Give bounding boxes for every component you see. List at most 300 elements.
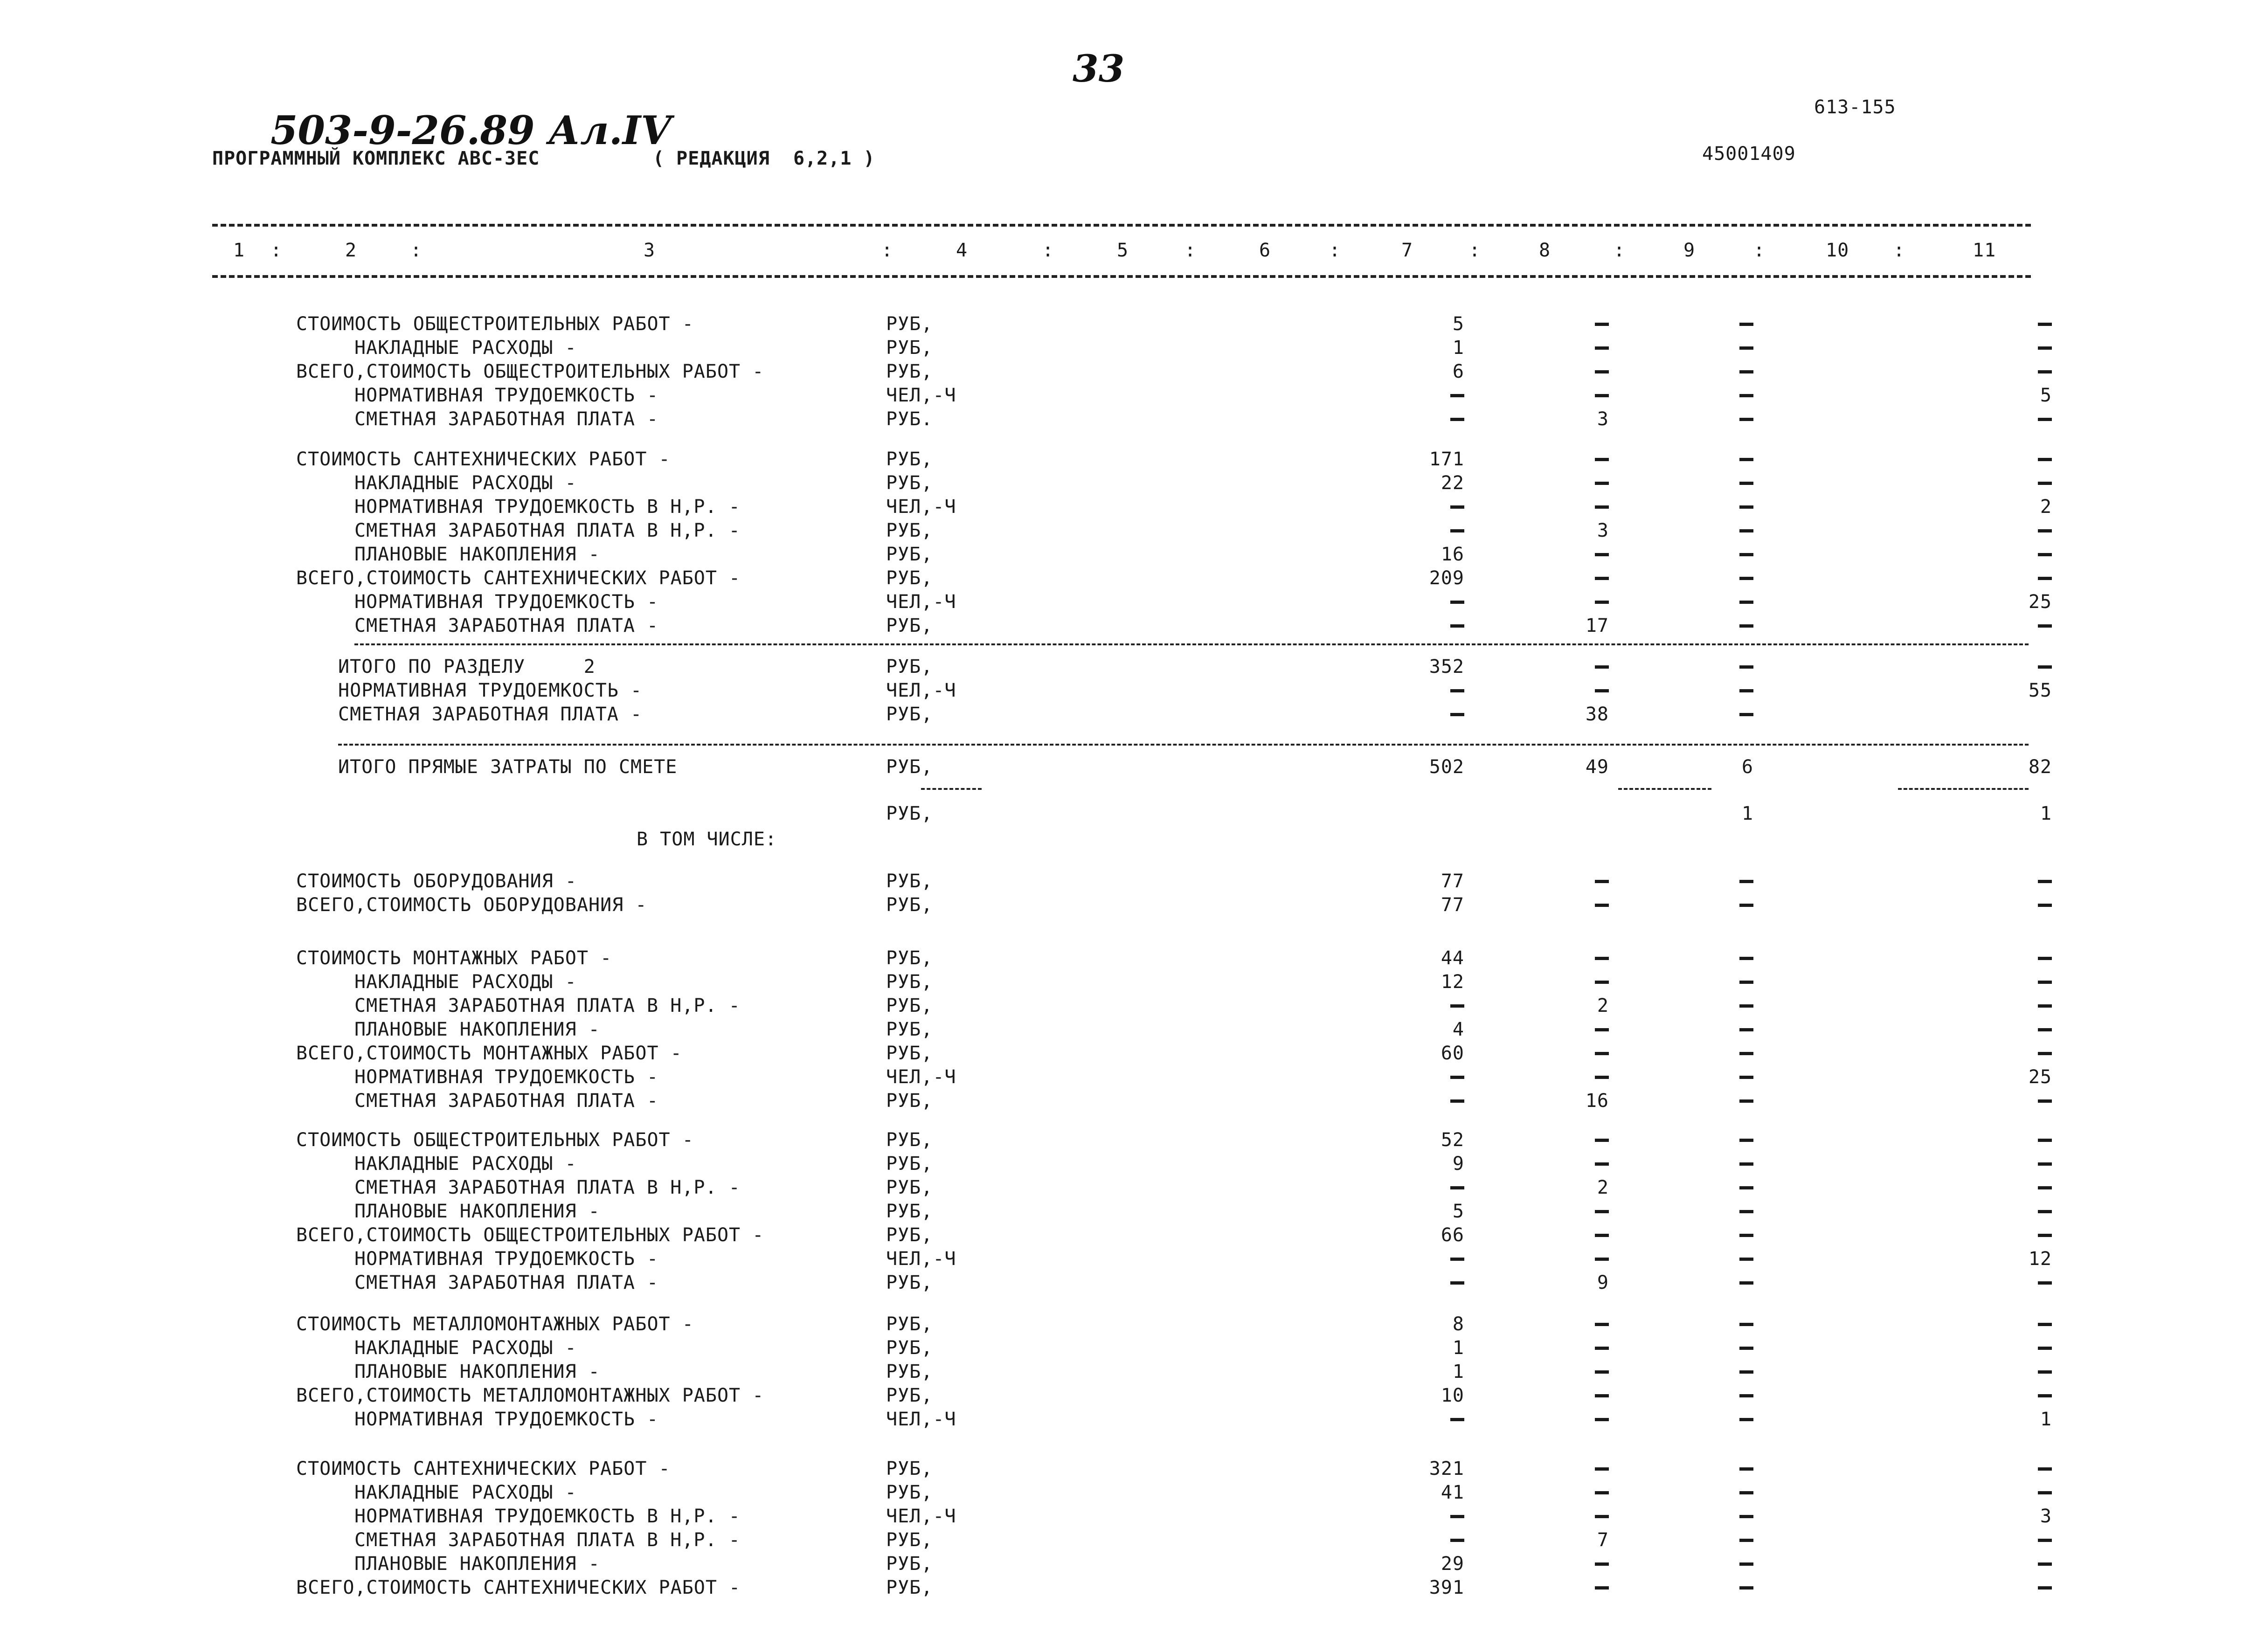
row-unit: РУБ,: [886, 1313, 933, 1335]
col9-value-dash: [1739, 689, 1753, 692]
reference-id: 45001409: [1702, 143, 1796, 165]
col9-value-dash: [1739, 880, 1753, 883]
col7-value: 66: [1441, 1224, 1464, 1246]
row-unit: РУБ,: [886, 1361, 933, 1382]
col11-value-dash: [2038, 1323, 2052, 1326]
col8-value-dash: [1595, 1234, 1609, 1237]
col9-value-dash: [1739, 1281, 1753, 1285]
row-unit: РУБ,: [886, 1553, 933, 1575]
col8-value-dash: [1595, 1347, 1609, 1350]
row-unit: РУБ,: [886, 520, 933, 541]
col11-value-dash: [2038, 880, 2052, 883]
col9-value-dash: [1739, 1004, 1753, 1008]
col9-value-dash: [1739, 529, 1753, 532]
row-label: СМЕТНАЯ ЗАРАБОТНАЯ ПЛАТА В Н,Р. -: [354, 995, 741, 1016]
row-unit: РУБ,: [886, 313, 933, 335]
col8-value-dash: [1595, 1394, 1609, 1397]
col11-value-dash: [2038, 577, 2052, 580]
row-unit: РУБ,: [886, 995, 933, 1016]
row-unit: РУБ,: [886, 1482, 933, 1503]
row-unit: ЧЕЛ,-Ч: [886, 1066, 956, 1088]
col7-value-dash: [1450, 418, 1464, 421]
col7-value: 52: [1441, 1129, 1464, 1151]
col11-value: 5: [2040, 385, 2052, 406]
underline-rule: [921, 788, 982, 790]
col8-value-dash: [1595, 1562, 1609, 1566]
col11-value-dash: [2038, 458, 2052, 461]
row-label: ВСЕГО,СТОИМОСТЬ МЕТАЛЛОМОНТАЖНЫХ РАБОТ -: [296, 1385, 764, 1406]
total-col11: 82: [2028, 756, 2052, 778]
row-unit: РУБ,: [886, 361, 933, 382]
col7-value: 321: [1429, 1458, 1464, 1479]
col11-value-dash: [2038, 1467, 2052, 1471]
col7-value-dash: [1450, 505, 1464, 509]
row-unit: РУБ,: [886, 656, 933, 677]
col8-value-dash: [1595, 553, 1609, 556]
column-header-11: 11: [1973, 240, 1996, 261]
header-top-rule: [212, 224, 2031, 227]
program-title: ПРОГРАММНЫЙ КОМПЛЕКС АВС-3ЕС: [212, 148, 540, 169]
col11-value-dash: [2038, 1028, 2052, 1031]
col9-value-dash: [1739, 1323, 1753, 1326]
col9-value-dash: [1739, 577, 1753, 580]
col8-value-dash: [1595, 1028, 1609, 1031]
row-unit: РУБ,: [886, 615, 933, 636]
col7-value: 1: [1452, 337, 1464, 359]
col11-value-dash: [2038, 1586, 2052, 1590]
col7-value: 8: [1452, 1313, 1464, 1335]
col9-value-dash: [1739, 458, 1753, 461]
col9-value-dash: [1739, 346, 1753, 350]
col11-value-dash: [2038, 665, 2052, 669]
col7-value: 171: [1429, 449, 1464, 470]
col11-value-dash: [2038, 1347, 2052, 1350]
col11-value-dash: [2038, 904, 2052, 907]
total-col9: 6: [1741, 756, 1753, 778]
col8-value-dash: [1595, 981, 1609, 984]
col7-value: 209: [1429, 567, 1464, 589]
row-unit: ЧЕЛ,-Ч: [886, 680, 956, 701]
row-label: СМЕТНАЯ ЗАРАБОТНАЯ ПЛАТА -: [354, 408, 659, 430]
col9-value-dash: [1739, 624, 1753, 628]
col8-value-dash: [1595, 394, 1609, 397]
header-bottom-rule: [212, 275, 2031, 278]
row-unit: ЧЕЛ,-Ч: [886, 591, 956, 613]
col11-value-dash: [2038, 346, 2052, 350]
col9-value-dash: [1739, 1099, 1753, 1103]
col7-value: 77: [1441, 894, 1464, 916]
row-unit: РУБ,: [886, 871, 933, 892]
column-separator: :: [410, 240, 423, 261]
row-label: СМЕТНАЯ ЗАРАБОТНАЯ ПЛАТА В Н,Р. -: [354, 520, 741, 541]
row-label: НАКЛАДНЫЕ РАСХОДЫ -: [354, 971, 577, 993]
col9-value-dash: [1739, 713, 1753, 716]
document-code: 503-9-26.89 Ал.IV: [270, 107, 672, 153]
col9-value-dash: [1739, 323, 1753, 326]
col11-value: 2: [2040, 496, 2052, 518]
row-label: СТОИМОСТЬ МОНТАЖНЫХ РАБОТ -: [296, 947, 612, 969]
row-label: СТОИМОСТЬ ОБОРУДОВАНИЯ -: [296, 871, 577, 892]
column-separator: :: [1042, 240, 1054, 261]
underline-rule: [1898, 788, 2029, 790]
col9-value-dash: [1739, 601, 1753, 604]
row-label: ПЛАНОВЫЕ НАКОПЛЕНИЯ -: [354, 1201, 600, 1222]
col11-value-dash: [2038, 1004, 2052, 1008]
col8-value-dash: [1595, 1515, 1609, 1518]
col8-value-dash: [1595, 665, 1609, 669]
column-header-1: 1: [233, 240, 245, 261]
col7-value: 22: [1441, 472, 1464, 494]
col9-value-dash: [1739, 1562, 1753, 1566]
row-unit: РУБ,: [886, 1043, 933, 1064]
row-label: НОРМАТИВНАЯ ТРУДОЕМКОСТЬ -: [354, 591, 659, 613]
row-label: НОРМАТИВНАЯ ТРУДОЕМКОСТЬ -: [354, 385, 659, 406]
col8-value-dash: [1595, 1258, 1609, 1261]
col9-value-dash: [1739, 981, 1753, 984]
row-label: СМЕТНАЯ ЗАРАБОТНАЯ ПЛАТА -: [338, 704, 643, 725]
col7-value-dash: [1450, 601, 1464, 604]
row-label: ПЛАНОВЫЕ НАКОПЛЕНИЯ -: [354, 544, 600, 565]
col8-value-dash: [1595, 1418, 1609, 1421]
col11-value-dash: [2038, 370, 2052, 373]
col11-value: 3: [2040, 1506, 2052, 1527]
col8-value-dash: [1595, 689, 1609, 692]
col8-value-dash: [1595, 577, 1609, 580]
col8-value-dash: [1595, 323, 1609, 326]
row-unit: ЧЕЛ,-Ч: [886, 385, 956, 406]
column-header-2: 2: [345, 240, 357, 261]
col9-value-dash: [1739, 1028, 1753, 1031]
col8-value-dash: [1595, 1586, 1609, 1590]
col11-value-dash: [2038, 624, 2052, 628]
col9-value-dash: [1739, 1418, 1753, 1421]
col9-value-dash: [1739, 1347, 1753, 1350]
col11-value-dash: [2038, 529, 2052, 532]
col8-value-dash: [1595, 482, 1609, 485]
row-label: СМЕТНАЯ ЗАРАБОТНАЯ ПЛАТА В Н,Р. -: [354, 1177, 741, 1198]
col11-value-dash: [2038, 1234, 2052, 1237]
col9-value-dash: [1739, 1258, 1753, 1261]
row-unit: РУБ,: [886, 1529, 933, 1551]
row-label: НАКЛАДНЫЕ РАСХОДЫ -: [354, 1482, 577, 1503]
col11-value-dash: [2038, 981, 2052, 984]
col7-value: 60: [1441, 1043, 1464, 1064]
col11-value-dash: [2038, 1139, 2052, 1142]
col8-value: 3: [1597, 408, 1609, 430]
col7-value-dash: [1450, 1515, 1464, 1518]
col7-value-dash: [1450, 1418, 1464, 1421]
col11-value-dash: [2038, 1210, 2052, 1213]
col8-value: 7: [1597, 1529, 1609, 1551]
col9-value-dash: [1739, 394, 1753, 397]
col9-value-dash: [1739, 1186, 1753, 1189]
including-label: В ТОМ ЧИСЛЕ:: [637, 829, 777, 850]
col8-value: 2: [1597, 1177, 1609, 1198]
col11-value-dash: [2038, 323, 2052, 326]
row-label: НОРМАТИВНАЯ ТРУДОЕМКОСТЬ -: [354, 1066, 659, 1088]
col8-value: 38: [1585, 704, 1609, 725]
row-label: НАКЛАДНЫЕ РАСХОДЫ -: [354, 472, 577, 494]
page-number: 33: [1073, 47, 1125, 90]
column-separator: :: [881, 240, 894, 261]
col9-value-dash: [1739, 418, 1753, 421]
row-unit: РУБ,: [886, 894, 933, 916]
col7-value-dash: [1450, 689, 1464, 692]
col9-value-dash: [1739, 1210, 1753, 1213]
col9-value-dash: [1739, 957, 1753, 960]
col11-value-dash: [2038, 1394, 2052, 1397]
row-unit: РУБ,: [886, 704, 933, 725]
row-label: СМЕТНАЯ ЗАРАБОТНАЯ ПЛАТА -: [354, 1272, 659, 1293]
column-header-3: 3: [644, 240, 656, 261]
row-label: ВСЕГО,СТОИМОСТЬ ОБЩЕСТРОИТЕЛЬНЫХ РАБОТ -: [296, 1224, 764, 1246]
col8-value-dash: [1595, 904, 1609, 907]
total-col8: 49: [1585, 756, 1609, 778]
col8-value-dash: [1595, 1139, 1609, 1142]
row-unit: РУБ,: [886, 1337, 933, 1359]
col9-value-dash: [1739, 1586, 1753, 1590]
col8-value-dash: [1595, 1323, 1609, 1326]
row-unit: РУБ,: [886, 544, 933, 565]
row-unit: РУБ,: [886, 1019, 933, 1040]
underline-rule: [1618, 788, 1711, 790]
col9-value-dash: [1739, 1467, 1753, 1471]
col8-value-dash: [1595, 1210, 1609, 1213]
reference-top: 613-155: [1814, 97, 1896, 118]
col7-value: 6: [1452, 361, 1464, 382]
col11-value-dash: [2038, 957, 2052, 960]
row-label: СТОИМОСТЬ САНТЕХНИЧЕСКИХ РАБОТ -: [296, 449, 671, 470]
row-label: НОРМАТИВНАЯ ТРУДОЕМКОСТЬ В Н,Р. -: [354, 1506, 741, 1527]
row-unit: РУБ,: [886, 567, 933, 589]
col7-value-dash: [1450, 1186, 1464, 1189]
row-unit: РУБ.: [886, 408, 933, 430]
col8-value: 17: [1585, 615, 1609, 636]
col11-value: 12: [2028, 1248, 2052, 1270]
col7-value-dash: [1450, 1076, 1464, 1079]
row-label: НАКЛАДНЫЕ РАСХОДЫ -: [354, 1337, 577, 1359]
column-header-5: 5: [1117, 240, 1129, 261]
col9-value-dash: [1739, 505, 1753, 509]
section-rule: [338, 744, 2029, 746]
row-unit: РУБ,: [886, 1272, 933, 1293]
col7-value-dash: [1450, 1539, 1464, 1542]
column-header-10: 10: [1826, 240, 1849, 261]
row-unit: РУБ,: [886, 1201, 933, 1222]
row-label: СТОИМОСТЬ САНТЕХНИЧЕСКИХ РАБОТ -: [296, 1458, 671, 1479]
row-label: НОРМАТИВНАЯ ТРУДОЕМКОСТЬ -: [354, 1248, 659, 1270]
col8-value: 2: [1597, 995, 1609, 1016]
column-header-9: 9: [1683, 240, 1696, 261]
row-unit: ЧЕЛ,-Ч: [886, 1248, 956, 1270]
row-unit: ЧЕЛ,-Ч: [886, 1506, 956, 1527]
total-unit-2: РУБ,: [886, 803, 933, 824]
col7-value: 352: [1429, 656, 1464, 677]
col11-value: 25: [2028, 591, 2052, 613]
col9-value-dash: [1739, 1491, 1753, 1494]
col8-value-dash: [1595, 370, 1609, 373]
col8-value-dash: [1595, 1467, 1609, 1471]
col11-value: 1: [2040, 1409, 2052, 1430]
col9-value-dash: [1739, 1234, 1753, 1237]
col8-value-dash: [1595, 1370, 1609, 1374]
column-separator: :: [1893, 240, 1905, 261]
total-label: ИТОГО ПРЯМЫЕ ЗАТРАТЫ ПО СМЕТЕ: [338, 756, 678, 778]
col7-value: 10: [1441, 1385, 1464, 1406]
column-header-4: 4: [956, 240, 968, 261]
col9-value-dash: [1739, 482, 1753, 485]
col11-value-dash: [2038, 1539, 2052, 1542]
col7-value: 77: [1441, 871, 1464, 892]
col11-value: 25: [2028, 1066, 2052, 1088]
row-label: ВСЕГО,СТОИМОСТЬ МОНТАЖНЫХ РАБОТ -: [296, 1043, 682, 1064]
total-col9-b: 1: [1741, 803, 1753, 824]
row-label: СМЕТНАЯ ЗАРАБОТНАЯ ПЛАТА В Н,Р. -: [354, 1529, 741, 1551]
col8-value-dash: [1595, 505, 1609, 509]
col7-value: 1: [1452, 1361, 1464, 1382]
col9-value-dash: [1739, 1370, 1753, 1374]
column-separator: :: [270, 240, 283, 261]
total-unit: РУБ,: [886, 756, 933, 778]
col7-value-dash: [1450, 624, 1464, 628]
col7-value: 12: [1441, 971, 1464, 993]
row-unit: РУБ,: [886, 1090, 933, 1112]
col7-value-dash: [1450, 1258, 1464, 1261]
col7-value-dash: [1450, 713, 1464, 716]
col8-value: 9: [1597, 1272, 1609, 1293]
column-separator: :: [1184, 240, 1197, 261]
col11-value-dash: [2038, 1491, 2052, 1494]
row-label: НАКЛАДНЫЕ РАСХОДЫ -: [354, 1153, 577, 1175]
column-separator: :: [1614, 240, 1626, 261]
row-label: ВСЕГО,СТОИМОСТЬ САНТЕХНИЧЕСКИХ РАБОТ -: [296, 1577, 741, 1598]
row-unit: ЧЕЛ,-Ч: [886, 496, 956, 518]
col7-value: 391: [1429, 1577, 1464, 1598]
col7-value: 16: [1441, 544, 1464, 565]
col11-value-dash: [2038, 1370, 2052, 1374]
column-separator: :: [1329, 240, 1341, 261]
column-separator: :: [1469, 240, 1481, 261]
col7-value: 44: [1441, 947, 1464, 969]
row-label: НОРМАТИВНАЯ ТРУДОЕМКОСТЬ -: [354, 1409, 659, 1430]
row-unit: РУБ,: [886, 1224, 933, 1246]
col7-value-dash: [1450, 1281, 1464, 1285]
col8-value-dash: [1595, 346, 1609, 350]
row-unit: РУБ,: [886, 1577, 933, 1598]
col8-value-dash: [1595, 601, 1609, 604]
col8-value-dash: [1595, 458, 1609, 461]
col9-value-dash: [1739, 1515, 1753, 1518]
row-unit: РУБ,: [886, 1177, 933, 1198]
col8-value-dash: [1595, 1076, 1609, 1079]
col11-value-dash: [2038, 418, 2052, 421]
col8-value-dash: [1595, 880, 1609, 883]
col9-value-dash: [1739, 1539, 1753, 1542]
col9-value-dash: [1739, 1162, 1753, 1166]
row-label: ИТОГО ПО РАЗДЕЛУ 2: [338, 656, 596, 677]
column-header-8: 8: [1539, 240, 1551, 261]
row-unit: РУБ,: [886, 1458, 933, 1479]
col11-value-dash: [2038, 1099, 2052, 1103]
row-label: НОРМАТИВНАЯ ТРУДОЕМКОСТЬ В Н,Р. -: [354, 496, 741, 518]
col7-value-dash: [1450, 529, 1464, 532]
col9-value-dash: [1739, 370, 1753, 373]
col8-value: 16: [1585, 1090, 1609, 1112]
col7-value-dash: [1450, 394, 1464, 397]
row-label: НАКЛАДНЫЕ РАСХОДЫ -: [354, 337, 577, 359]
column-header-6: 6: [1259, 240, 1271, 261]
section-rule: [354, 643, 2029, 645]
column-header-7: 7: [1401, 240, 1413, 261]
row-label: ВСЕГО,СТОИМОСТЬ ОБОРУДОВАНИЯ -: [296, 894, 647, 916]
col7-value: 4: [1452, 1019, 1464, 1040]
row-label: ПЛАНОВЫЕ НАКОПЛЕНИЯ -: [354, 1361, 600, 1382]
col7-value-dash: [1450, 1099, 1464, 1103]
row-label: ПЛАНОВЫЕ НАКОПЛЕНИЯ -: [354, 1019, 600, 1040]
col9-value-dash: [1739, 665, 1753, 669]
col8-value-dash: [1595, 957, 1609, 960]
row-label: СМЕТНАЯ ЗАРАБОТНАЯ ПЛАТА -: [354, 615, 659, 636]
col7-value: 5: [1452, 313, 1464, 335]
col11-value-dash: [2038, 1162, 2052, 1166]
col11-value-dash: [2038, 1052, 2052, 1055]
col9-value-dash: [1739, 1076, 1753, 1079]
col9-value-dash: [1739, 553, 1753, 556]
col11-value-dash: [2038, 1281, 2052, 1285]
col8-value-dash: [1595, 1491, 1609, 1494]
row-unit: РУБ,: [886, 1129, 933, 1151]
row-unit: РУБ,: [886, 1153, 933, 1175]
col7-value: 5: [1452, 1201, 1464, 1222]
row-unit: РУБ,: [886, 449, 933, 470]
col9-value-dash: [1739, 1139, 1753, 1142]
edition-label: ( РЕДАКЦИЯ 6,2,1 ): [653, 148, 875, 169]
col7-value: 1: [1452, 1337, 1464, 1359]
col11-value-dash: [2038, 1186, 2052, 1189]
row-label: СТОИМОСТЬ ОБЩЕСТРОИТЕЛЬНЫХ РАБОТ -: [296, 313, 694, 335]
row-label: СМЕТНАЯ ЗАРАБОТНАЯ ПЛАТА -: [354, 1090, 659, 1112]
total-col7: 502: [1429, 756, 1464, 778]
row-label: ВСЕГО,СТОИМОСТЬ САНТЕХНИЧЕСКИХ РАБОТ -: [296, 567, 741, 589]
col9-value-dash: [1739, 904, 1753, 907]
col7-value: 9: [1452, 1153, 1464, 1175]
col11-value-dash: [2038, 553, 2052, 556]
row-label: СТОИМОСТЬ ОБЩЕСТРОИТЕЛЬНЫХ РАБОТ -: [296, 1129, 694, 1151]
row-label: ВСЕГО,СТОИМОСТЬ ОБЩЕСТРОИТЕЛЬНЫХ РАБОТ -: [296, 361, 764, 382]
col11-value-dash: [2038, 482, 2052, 485]
col7-value: 29: [1441, 1553, 1464, 1575]
col11-value-dash: [2038, 1562, 2052, 1566]
column-separator: :: [1753, 240, 1766, 261]
row-unit: РУБ,: [886, 472, 933, 494]
col9-value-dash: [1739, 1052, 1753, 1055]
total-col11-b: 1: [2040, 803, 2052, 824]
row-unit: ЧЕЛ,-Ч: [886, 1409, 956, 1430]
row-unit: РУБ,: [886, 947, 933, 969]
col11-value: 55: [2028, 680, 2052, 701]
col7-value-dash: [1450, 1004, 1464, 1008]
col9-value-dash: [1739, 1394, 1753, 1397]
row-label: СТОИМОСТЬ МЕТАЛЛОМОНТАЖНЫХ РАБОТ -: [296, 1313, 694, 1335]
row-unit: РУБ,: [886, 337, 933, 359]
row-unit: РУБ,: [886, 1385, 933, 1406]
col8-value-dash: [1595, 1162, 1609, 1166]
col7-value: 41: [1441, 1482, 1464, 1503]
row-label: ПЛАНОВЫЕ НАКОПЛЕНИЯ -: [354, 1553, 600, 1575]
row-unit: РУБ,: [886, 971, 933, 993]
col8-value: 3: [1597, 520, 1609, 541]
row-label: НОРМАТИВНАЯ ТРУДОЕМКОСТЬ -: [338, 680, 643, 701]
